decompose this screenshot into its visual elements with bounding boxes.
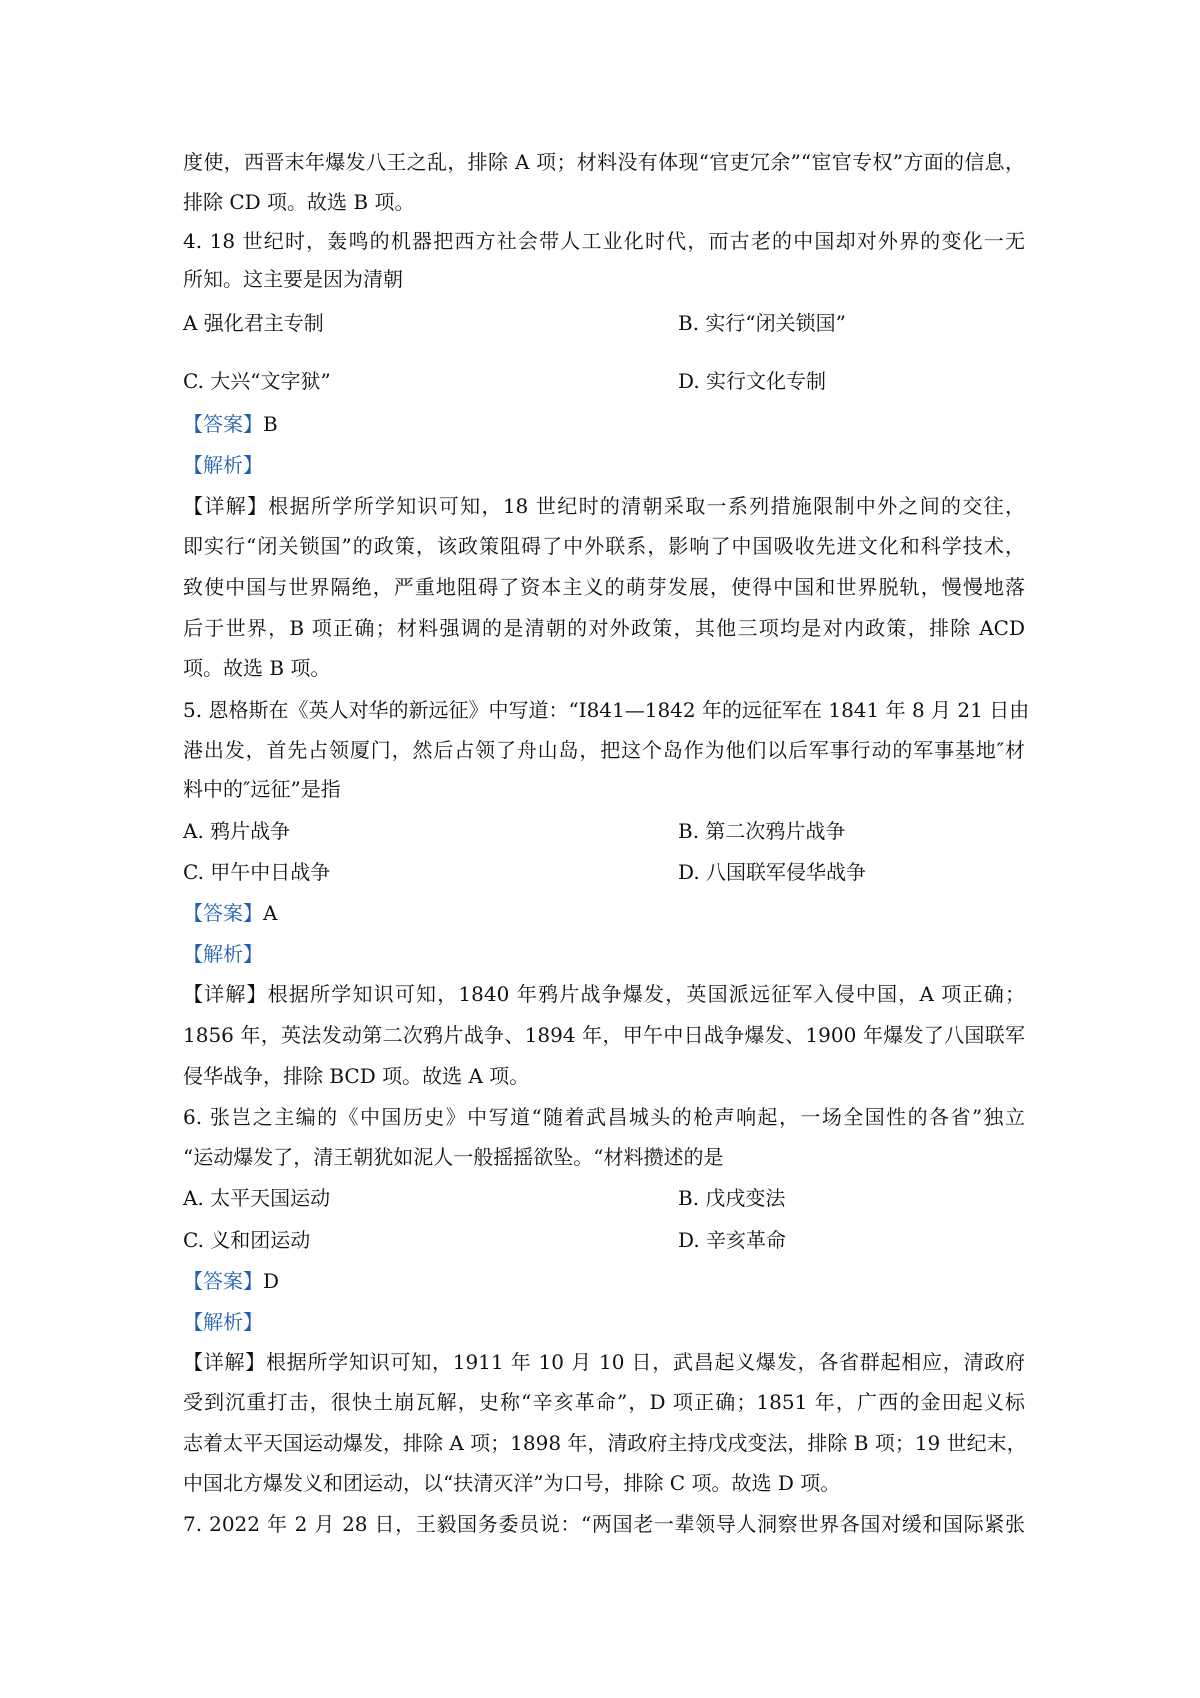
q4-answer <box>183 410 278 438</box>
q6-option-d: D. 辛亥革命 <box>678 1228 787 1252</box>
prev-explanation-line: 排除 CD 项。故选 B 项。 <box>183 190 415 214</box>
q4-detail-line: 致使中国与世界隔绝，严重地阻碍了资本主义的萌芽发展，使得中国和世界脱轨，慢慢地落 <box>183 575 1025 599</box>
q5-option-d: D. 八国联军侵华战争 <box>678 860 867 884</box>
q4-option-a: A 强化君主专制 <box>183 311 324 335</box>
question-5-stem: 5. 恩格斯在《英人对华的新远征》中写道：“I841—1842 年的远征军在 1841 年 8 月 21 日由 <box>183 698 1030 722</box>
detail-tag: 【详解】 <box>183 494 269 518</box>
q6-option-c: C. 义和团运动 <box>183 1228 311 1252</box>
q4-analysis-tag: 【解析】 <box>183 453 263 477</box>
q6-option-b: B. 戊戌变法 <box>678 1186 786 1210</box>
q5-analysis-tag: 【解析】 <box>183 942 263 966</box>
q5-option-a: A. 鸦片战争 <box>183 819 291 843</box>
q4-option-d: D. 实行文化专制 <box>678 369 827 393</box>
answer-value: A <box>263 901 278 925</box>
answer-tag: 【答案】 <box>183 1269 263 1293</box>
answer-tag: 【答案】 <box>183 412 263 436</box>
question-4-stem: 4. 18 世纪时，轰鸣的机器把西方社会带人工业化时代，而古老的中国却对外界的变化一无 <box>183 229 1025 253</box>
detail-tag: 【详解】 <box>183 1350 266 1374</box>
answer-value: B <box>263 412 278 436</box>
q6-detail-line: 受到沉重打击，很快土崩瓦解，史称“辛亥革命”，D 项正确；1851 年，广西的金田起义标 <box>183 1390 1025 1414</box>
q5-detail-line: 【详解】根据所学知识可知，1840 年鸦片战争爆发，英国派远征军入侵中国，A 项正确； <box>183 982 1025 1006</box>
q5-detail-line: 1856 年，英法发动第二次鸦片战争、1894 年，甲午中日战争爆发、1900 年爆发了八国联军 <box>183 1023 1025 1047</box>
prev-explanation-line: 度使，西晋末年爆发八王之乱，排除 A 项；材料没有体现“官吏冗余”“宦官专权”方面的信息， <box>183 150 1025 174</box>
q6-detail-line: 志着太平天国运动爆发，排除 A 项；1898 年，清政府主持戊戌变法，排除 B 项；19 世纪末， <box>183 1431 1027 1455</box>
q6-detail-line: 【详解】根据所学知识可知，1911 年 10 月 10 日，武昌起义爆发，各省群起相应，清政府 <box>183 1350 1025 1374</box>
q5-detail-line: 侵华战争，排除 BCD 项。故选 A 项。 <box>183 1064 530 1088</box>
q4-option-b: B. 实行“闭关锁国” <box>678 311 846 335</box>
question-5-stem: 港出发，首先占领厦门，然后占领了舟山岛，把这个岛作为他们以后军事行动的军事基地″材 <box>183 738 1025 762</box>
q4-option-c: C. 大兴“文字狱” <box>183 369 331 393</box>
q4-detail-line: 项。故选 B 项。 <box>183 656 331 680</box>
q4-detail-line: 即实行“闭关锁国”的政策，该政策阻碍了中外联系，影响了中国吸收先进文化和科学技术， <box>183 534 1025 558</box>
q5-answer <box>183 899 277 927</box>
answer-value: D <box>263 1269 280 1293</box>
q6-analysis-tag: 【解析】 <box>183 1310 263 1334</box>
q6-answer <box>183 1267 279 1295</box>
q6-option-a: A. 太平天国运动 <box>183 1186 331 1210</box>
detail-tag: 【详解】 <box>183 982 268 1006</box>
question-6-stem: 6. 张岂之主编的《中国历史》中写道“随着武昌城头的枪声响起，一场全国性的各省”独立 <box>183 1105 1025 1129</box>
q6-detail-line: 中国北方爆发义和团运动，以“扶清灭洋”为口号，排除 C 项。故选 D 项。 <box>183 1471 841 1495</box>
q5-option-c: C. 甲午中日战争 <box>183 860 331 884</box>
question-7-stem: 7. 2022 年 2 月 28 日，王毅国务委员说：“两国老一辈领导人洞察世界各国对缓和国际紧张 <box>183 1512 1025 1536</box>
question-4-stem: 所知。这主要是因为清朝 <box>183 267 403 291</box>
question-5-stem: 料中的″远征”是指 <box>183 777 341 801</box>
q4-detail-line: 后于世界，B 项正确；材料强调的是清朝的对外政策，其他三项均是对内政策，排除 ACD <box>183 616 1025 640</box>
q5-option-b: B. 第二次鸦片战争 <box>678 819 846 843</box>
answer-tag: 【答案】 <box>183 901 263 925</box>
question-6-stem: “运动爆发了，清王朝犹如泥人一般摇摇欲坠。“材料攒述的是 <box>183 1145 724 1169</box>
q4-detail-line: 【详解】根据所学所学知识可知，18 世纪时的清朝采取一系列措施限制中外之间的交往， <box>183 494 1026 518</box>
